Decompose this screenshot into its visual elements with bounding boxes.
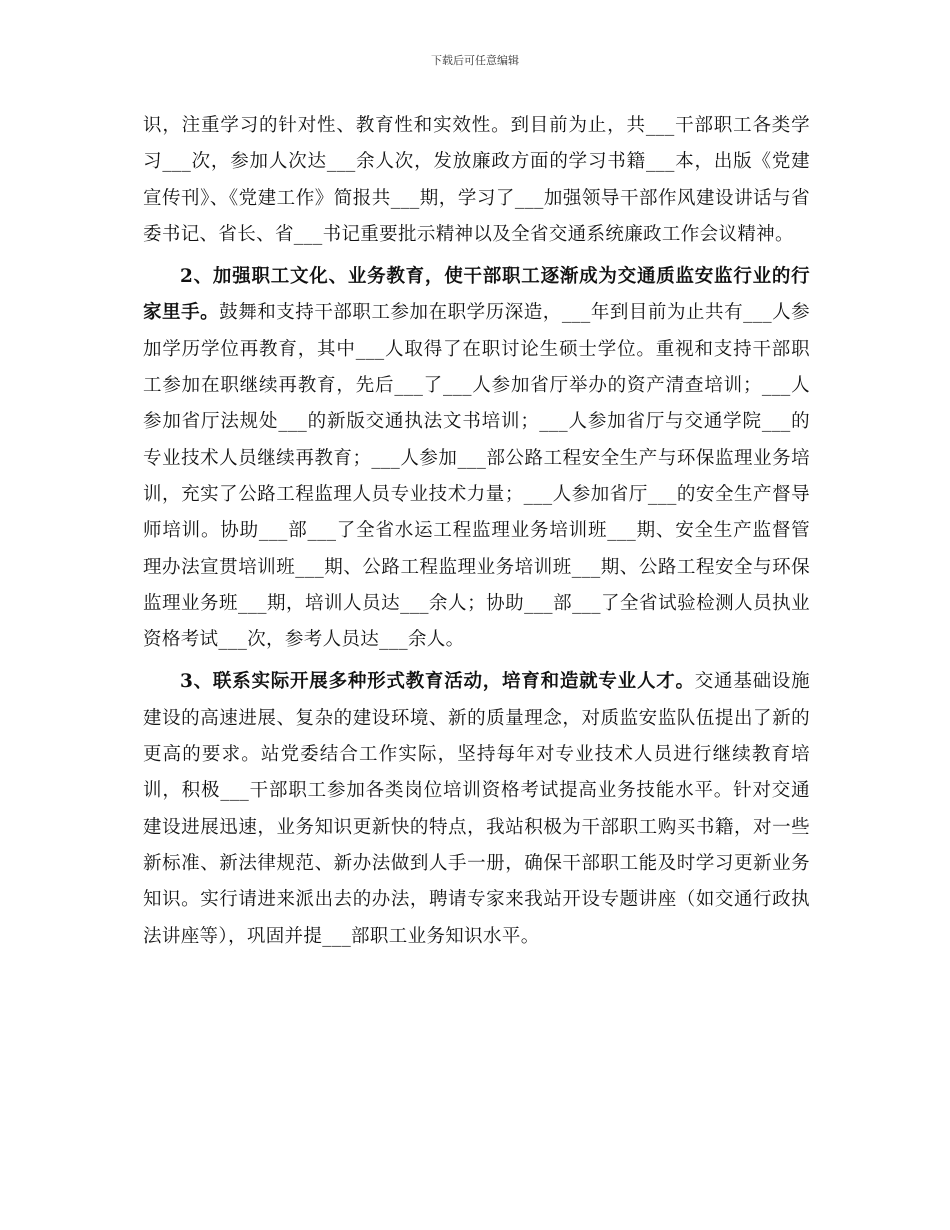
paragraph-2	[143, 259, 810, 658]
paragraph-2-body: 鼓舞和支持干部职工参加在职学历深造，___年到目前为止共有___人参加学历学位再教育，其中___人取得了在职讨论生硕士学位。重视和支持干部职工参加在职继续再教育，先后___了___人参加省厅举办的资产清查培训；___人参加省厅法规处___的新版交通执法文书培训；___人参加省厅与交通学院___的专业技术人员继续再教育；___人参加___部公路工程安全生产与环保监理业务培训，充实了公路工程监理人员专业技术力量；___人参加省厅___的安全生产督导师培训。协助___部___了全省水运工程监理业务培训班___期、安全生产监督管理办法宣贯培训班___期、公路工程监理业务培训班___期、公路工程安全与环保监理业务班___期，培训人员达___余人；协助___部___了全省试验检测人员执业资格考试___次，参考人员达___余人。	[143, 302, 810, 651]
paragraph-1: 识，注重学习的针对性、教育性和实效性。到目前为止，共___干部职工各类学习___次，参加人次达___余人次，发放廉政方面的学习书籍___本，出版《党建宣传刊》、《党建工作》简报共___期，学习了___加强领导干部作风建设讲话与省委书记、省长、省___书记重要批示精神以及全省交通系统廉政工作会议精神。	[143, 115, 810, 245]
page-header: 下载后可任意编辑	[431, 54, 519, 67]
paragraph-3-body: 交通基础设施建设的高速进展、复杂的建设环境、新的质量理念，对质监安监队伍提出了新的更高的要求。站党委结合工作实际，坚持每年对专业技术人员进行继续教育培训，积极___干部职工参加各类岗位培训资格考试提高业务技能水平。针对交通建设进展迅速，业务知识更新快的特点，我站积极为干部职工购买书籍，对一些新标准、新法律规范、新办法做到人手一册，确保干部职工能及时学习更新业务知识。实行请进来派出去的办法，聘请专家来我站开设专题讲座（如交通行政执法讲座等），巩固并提___部职工业务知识水平。	[143, 671, 811, 947]
document-body	[143, 108, 810, 961]
paragraph-2-heading: 2、加强职工文化、业务教育，使干部职工逐渐成为交通质监安监行业的行家里手。	[143, 266, 810, 324]
paragraph-3	[143, 664, 810, 954]
paragraph-3-heading: 3、联系实际开展多种形式教育活动，培育和造就专业人才。	[180, 671, 695, 693]
